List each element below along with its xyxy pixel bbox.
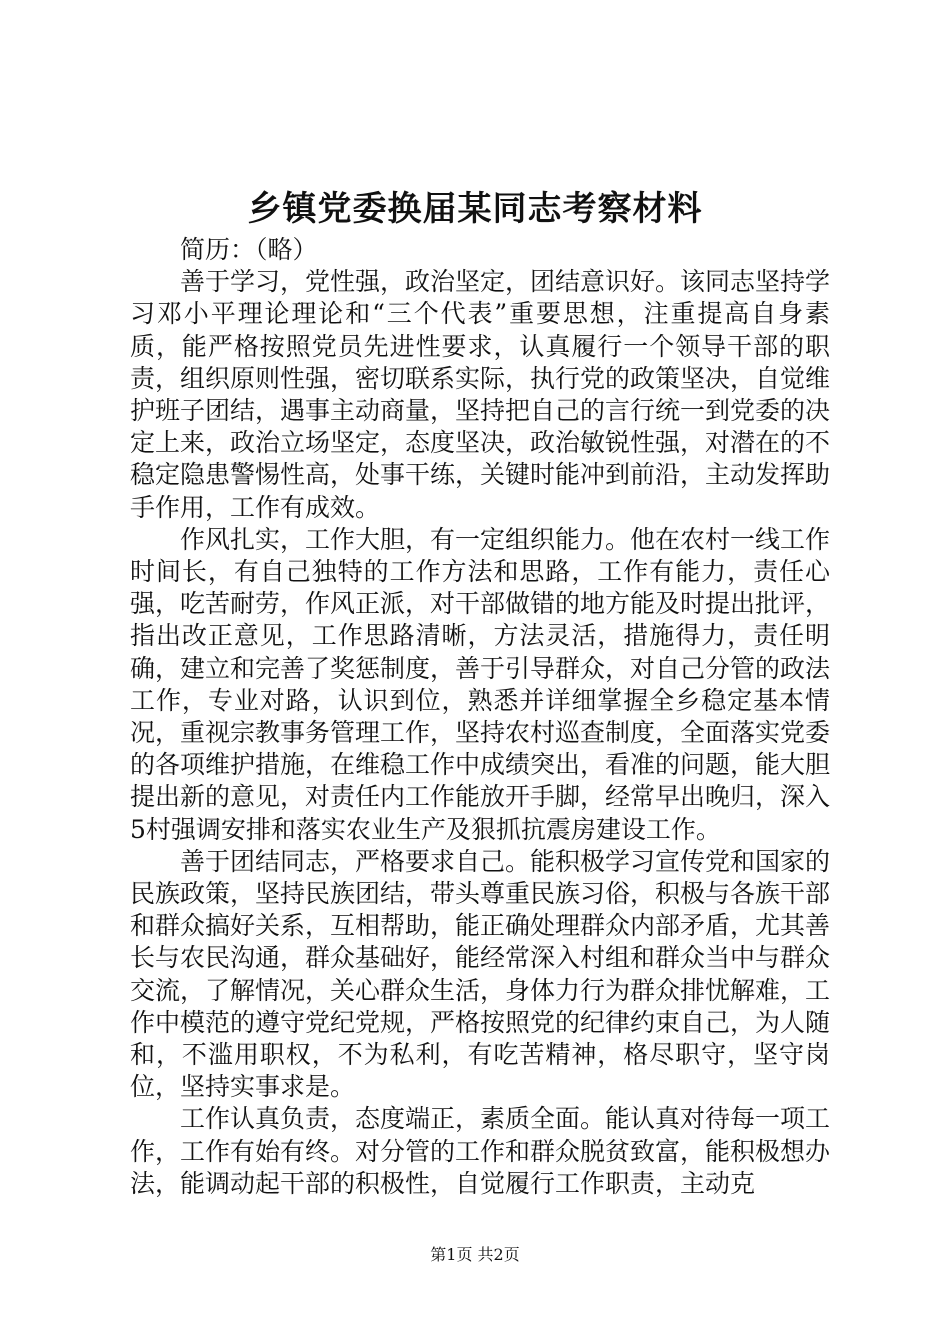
- resume-line: 简历：（略）: [180, 235, 318, 264]
- document-body: [130, 234, 830, 1200]
- paragraph-4: 工作认真负责，态度端正，素质全面。能认真对待每一项工作，工作有始有终。对分管的工作和群众脱贫致富，能积极想办法，能调动起干部的积极性，自觉履行工作职责，主动克: [130, 1104, 831, 1198]
- page-footer: 第1页 共2页: [430, 1245, 520, 1264]
- paragraph-1: 善于学习，党性强，政治坚定，团结意识好。该同志坚持学习邓小平理论理论和“三个代表”重要思想，注重提高自身素质，能严格按照党员先进性要求，认真履行一个领导干部的职责，组织原则性强，密切联系实际，执行党的政策坚决，自觉维护班子团结，遇事主动商量，坚持把自己的言行统一到党委的决定上来，政治立场坚定，态度坚决，政治敏锐性强，对潜在的不稳定隐患警惕性高，处事干练，关键时能冲到前沿，主动发挥助手作用，工作有成效。: [130, 267, 831, 522]
- paragraph-3: 善于团结同志，严格要求自己。能积极学习宣传党和国家的民族政策，坚持民族团结，带头尊重民族习俗，积极与各族干部和群众搞好关系，互相帮助，能正确处理群众内部矛盾，尤其善长与农民沟通，群众基础好，能经常深入村组和群众当中与群众交流，了解情况，关心群众生活，身体力行为群众排忧解难，工作中模范的遵守党纪党规，严格按照党的纪律约束自己，为人随和，不滥用职权，不为私利，有吃苦精神，格尽职守，坚守岗位，坚持实事求是。: [130, 846, 831, 1102]
- paragraph-2: 作风扎实，工作大胆，有一定组织能力。他在农村一线工作时间长，有自己独特的工作方法和思路，工作有能力，责任心强，吃苦耐劳，作风正派，对干部做错的地方能及时提出批评，指出改正意见，工作思路清晰，方法灵活，措施得力，责任明确，建立和完善了奖惩制度，善于引导群众，对自己分管的政法工作，专业对路，认识到位，熟悉并详细掌握全乡稳定基本情况，重视宗教事务管理工作，坚持农村巡查制度，全面落实党委的各项维护措施，在维稳工作中成绩突出，看准的问题，能大胆提出新的意见，对责任内工作能放开手脚，经常早出晚归，深入5村强调安排和落实农业生产及狠抓抗震房建设工作。: [130, 524, 831, 844]
- document-title: 乡镇党委换届某同志考察材料: [247, 189, 703, 229]
